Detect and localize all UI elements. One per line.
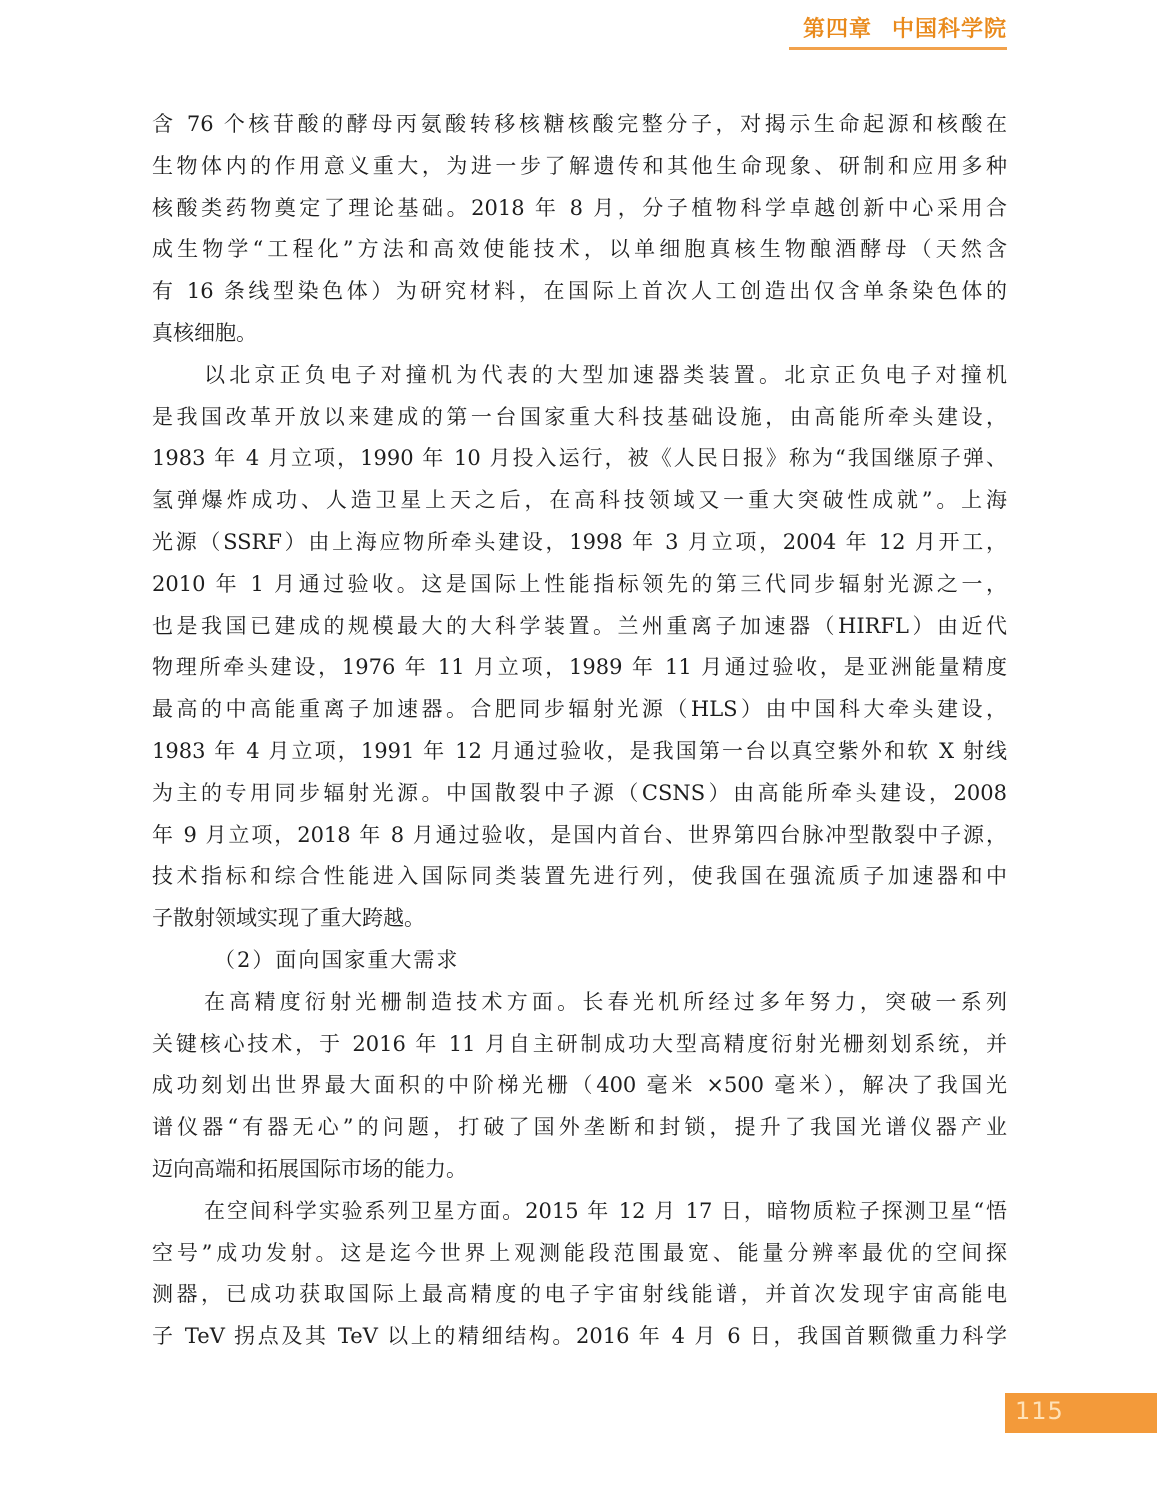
header-underline <box>789 47 1007 50</box>
text-line: 物理所牵头建设，1976 年 11 月立项，1989 年 11 月通过验收，是亚洲能量精度 <box>152 655 1007 680</box>
text-line: 成功刻划出世界最大面积的中阶梯光栅（400 毫米 ×500 毫米），解决了我国光 <box>152 1073 1007 1098</box>
text-line: 以北京正负电子对撞机为代表的大型加速器类装置。北京正负电子对撞机 <box>204 362 1007 387</box>
text-line: 1983 年 4 月立项，1990 年 10 月投入运行，被《人民日报》称为“我国继原子弹、 <box>152 446 1007 471</box>
section-label: 中国科学院 <box>891 17 1007 42</box>
text-line: 谱仪器“有器无心”的问题，打破了国外垄断和封锁，提升了我国光谱仪器产业 <box>152 1115 1007 1140</box>
text-line: 成生物学“工程化”方法和高效使能技术，以单细胞真核生物酿酒酵母（天然含 <box>152 237 1007 262</box>
text-line: 迈向高端和拓展国际市场的能力。 <box>152 1156 467 1181</box>
text-line: 为主的专用同步辐射光源。中国散裂中子源（CSNS）由高能所牵头建设，2008 <box>152 780 1007 805</box>
text-line: 2010 年 1 月通过验收。这是国际上性能指标领先的第三代同步辐射光源之一， <box>152 571 1007 596</box>
page-number: 115 <box>1015 1397 1064 1425</box>
text-line: 关键核心技术，于 2016 年 11 月自主研制成功大型高精度衍射光栅刻划系统，并 <box>152 1031 1007 1056</box>
text-line: 最高的中高能重离子加速器。合肥同步辐射光源（HLS）由中国科大牵头建设， <box>152 697 1007 722</box>
text-line: 含 76 个核苷酸的酵母丙氨酸转移核糖核酸完整分子，对揭示生命起源和核酸在 <box>152 112 1007 136</box>
text-line: 技术指标和综合性能进入国际同类装置先进行列，使我国在强流质子加速器和中 <box>152 864 1007 889</box>
text-line: 是我国改革开放以来建成的第一台国家重大科技基础设施，由高能所牵头建设， <box>152 404 1007 429</box>
page-number-tab <box>1005 1393 1157 1433</box>
text-line: 真核细胞。 <box>152 320 257 345</box>
text-line: 空号”成功发射。这是迄今世界上观测能段范围最宽、能量分辨率最优的空间探 <box>152 1240 1007 1265</box>
body-text <box>152 104 1007 1358</box>
text-line: 有 16 条线型染色体）为研究材料，在国际上首次人工创造出仅含单条染色体的 <box>152 279 1007 304</box>
text-line: 生物体内的作用意义重大，为进一步了解遗传和其他生命现象、研制和应用多种 <box>152 153 1007 178</box>
text-line: 年 9 月立项，2018 年 8 月通过验收，是国内首台、世界第四台脉冲型散裂中子源， <box>152 822 1007 847</box>
text-line: 1983 年 4 月立项，1991 年 12 月通过验收，是我国第一台以真空紫外和软 X 射线 <box>152 738 1007 763</box>
section-heading: （2）面向国家重大需求 <box>214 947 460 972</box>
text-line: 核酸类药物奠定了理论基础。2018 年 8 月，分子植物科学卓越创新中心采用合 <box>152 195 1007 220</box>
text-line: 氢弹爆炸成功、人造卫星上天之后，在高科技领域又一重大突破性成就”。上海 <box>152 488 1007 513</box>
text-line: 在高精度衍射光栅制造技术方面。长春光机所经过多年努力，突破一系列 <box>204 989 1007 1014</box>
running-header <box>803 12 1007 43</box>
text-line: 在空间科学实验系列卫星方面。2015 年 12 月 17 日，暗物质粒子探测卫星“悟 <box>204 1198 1007 1223</box>
text-line: 测器，已成功获取国际上最高精度的电子宇宙射线能谱，并首次发现宇宙高能电 <box>152 1282 1007 1307</box>
text-line: 子 TeV 拐点及其 TeV 以上的精细结构。2016 年 4 月 6 日，我国首颗微重力科学 <box>152 1324 1007 1349</box>
text-line: 也是我国已建成的规模最大的大科学装置。兰州重离子加速器（HIRFL）由近代 <box>152 613 1007 638</box>
chapter-label: 第四章 <box>802 17 872 42</box>
text-line: 子散射领域实现了重大跨越。 <box>152 906 425 931</box>
text-line: 光源（SSRF）由上海应物所牵头建设，1998 年 3 月立项，2004 年 12 月开工， <box>152 529 1007 554</box>
